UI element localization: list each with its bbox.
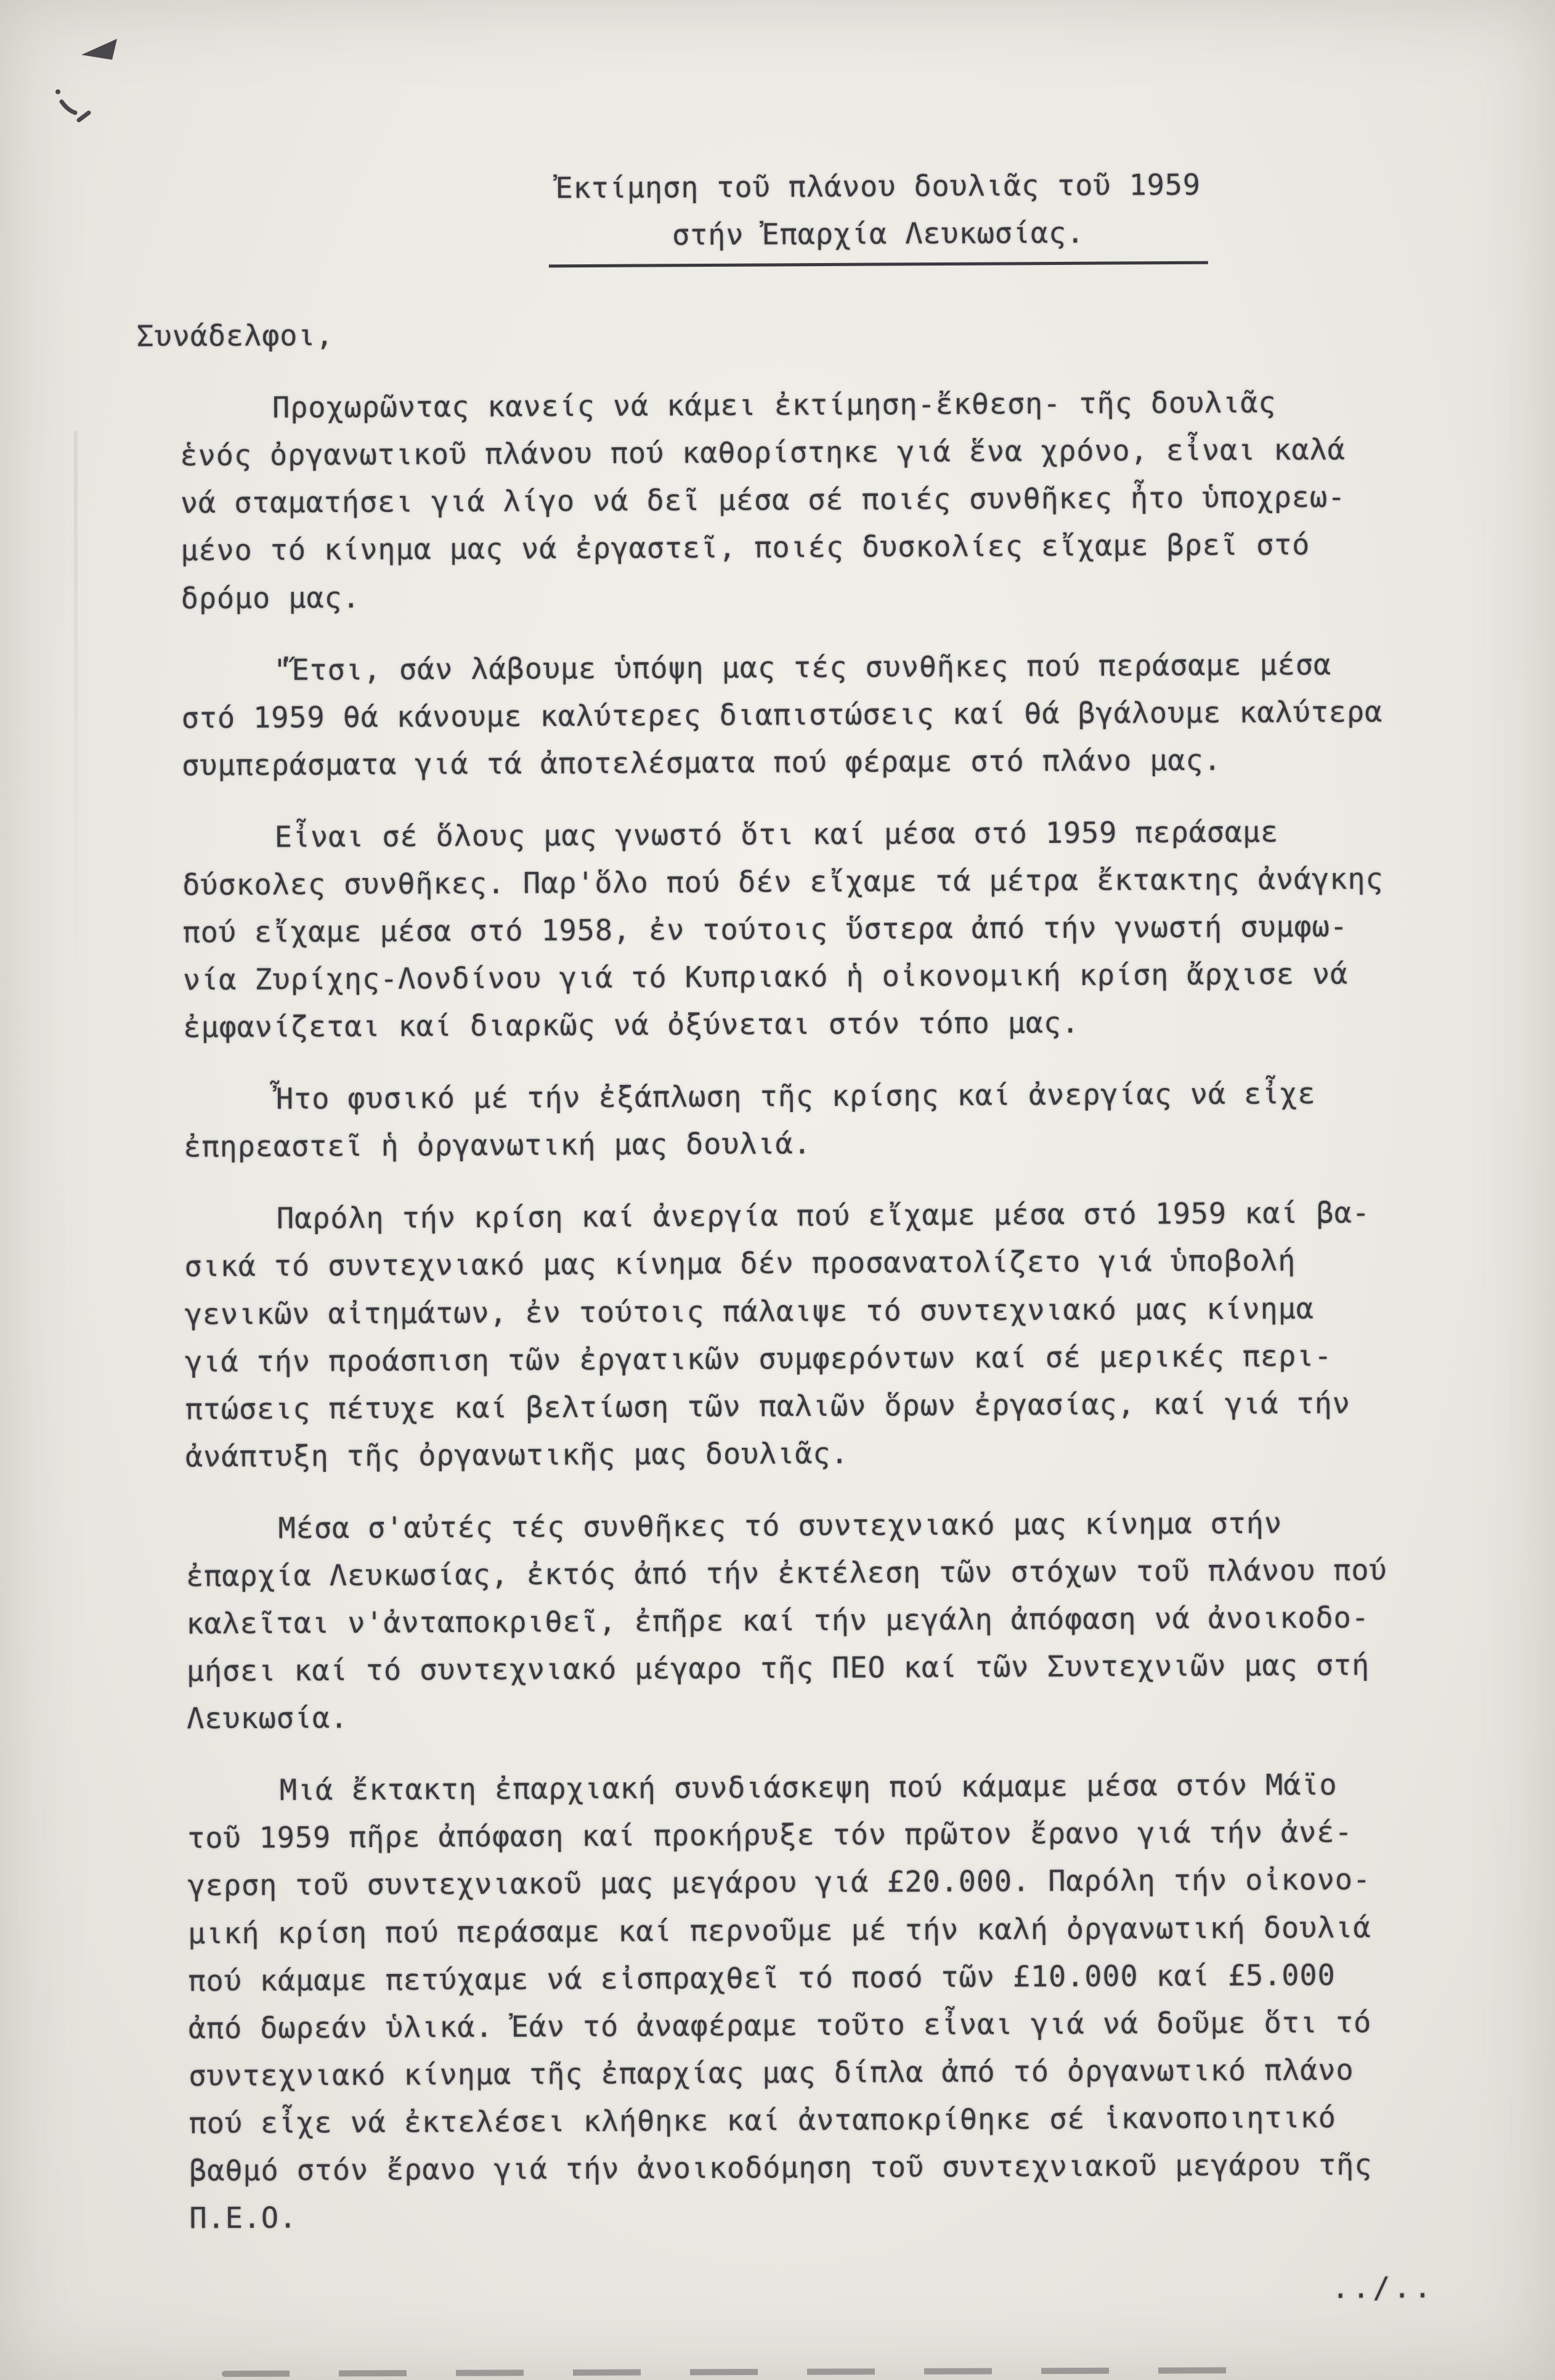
document-paragraph: Παρόλη τήν κρίση καί ἀνεργία πού εἴχαμε μέσα στό 1959 καί βα- σικά τό συντεχνιακό μας κίνημα δέν προσανατολίζετο γιά ὑποβολή γενικῶν αἰτημάτων, ἐν τούτοις πάλαιψε τό συντεχνιακό μας κίνημα γιά τήν προάσπιση τῶν ἐργατικῶν συμφερόντων καί σέ μερικές περι- πτώσεις πέτυχε καί βελτίωση τῶν παλιῶν ὅρων ἐργασίας, καί γιά τήν ἀνάπτυξη τῆς ὀργανωτικῆς μας δουλιᾶς. [184,1196,1370,1474]
handwritten-pen-mark-icon [43,28,148,151]
page-continuation-marker: ../.. [1331,2270,1435,2305]
scan-artifact [74,431,78,986]
document-title [234,160,1522,269]
document-content [136,160,1477,2318]
document-paragraph: Εἶναι σέ ὅλους μας γνωστό ὅτι καί μέσα στό 1959 περάσαμε δύσκολες συνθῆκες. Παρ'ὅλο πού δέν εἴχαμε τά μέτρα ἔκτακτης ἀνάγκης πού εἴχαμε μέσα στό 1958, ἐν τούτοις ὕστερα ἀπό τήν γνωστή συμφω- νία Ζυρίχης-Λονδίνου γιά τό Κυπριακό ἡ οἰκονομική κρίση ἄρχισε νά ἐμφανίζεται καί διαρκῶς νά ὀξύνεται στόν τόπο μας. [182,814,1384,1045]
document-paragraph: Μιά ἔκτακτη ἐπαρχιακή συνδιάσκεψη πού κάμαμε μέσα στόν Μάϊο τοῦ 1959 πῆρε ἀπόφαση καί προκήρυξε τόν πρῶτον ἔρανο γιά τήν ἀνέ- γερση τοῦ συντεχνιακοῦ μας μεγάρου γιά £20.000. Παρόλη τήν οἰκονο- μική κρίση πού περάσαμε καί περνοῦμε μέ τήν καλή ὀργανωτική δουλιά πού κάμαμε πετύχαμε νά εἰσπραχθεῖ τό ποσό τῶν £10.000 καί £5.000 ἀπό δωρεάν ὑλικά. Ἐάν τό ἀναφέραμε τοῦτο εἶναι γιά νά δοῦμε ὅτι τό συντεχνιακό κίνημα τῆς ἐπαρχίας μας δίπλα ἀπό τό ὀργανωτικό πλάνο πού εἶχε νά ἐκτελέσει κλήθηκε καί ἀνταποκρίθηκε σέ ἱκανοποιητικό βαθμό στόν ἔρανο γιά τήν ἀνοικοδόμηση τοῦ συντεχνιακοῦ μεγάρου τῆς Π.Ε.Ο. [187,1768,1373,2236]
document-paragraph: Ἦτο φυσικό μέ τήν ἐξάπλωση τῆς κρίσης καί ἀνεργίας νά εἶχε ἐπηρεαστεῖ ἡ ὀργανωτική μας δουλιά. [184,1077,1316,1164]
document-paragraph: Μέσα σ'αὐτές τές συνθῆκες τό συντεχνιακό μας κίνημα στήν ἐπαρχία Λευκωσίας, ἐκτός ἀπό τήν ἐκτέλεση τῶν στόχων τοῦ πλάνου πού καλεῖται ν'ἀνταποκριθεῖ, ἐπῆρε καί τήν μεγάλη ἀπόφαση νά ἀνοικοδο- μήσει καί τό συντεχνιακό μέγαρο τῆς ΠΕΟ καί τῶν Συντεχνιῶν μας στή Λευκωσία. [185,1506,1387,1736]
document-paragraph: "Ἔτσι, σάν λάβουμε ὑπόψη μας τές συνθῆκες πού περάσαμε μέσα στό 1959 θά κάνουμε καλύτερες διαπιστώσεις καί θά βγάλουμε καλύτερα συμπεράσματα γιά τά ἀποτελέσματα πού φέραμε στό πλάνο μας. [181,648,1383,783]
scan-artifact [222,2367,1269,2377]
title-line-1: Ἐκτίμηση τοῦ πλάνου δουλιᾶς τοῦ 1959 [555,168,1201,206]
document-paragraph: Προχωρῶντας κανείς νά κάμει ἐκτίμηση-ἔκθεση- τῆς δουλιᾶς ἑνός ὀργανωτικοῦ πλάνου πού καθορίστηκε γιά ἕνα χρόνο, εἶναι καλά νά σταματήσει γιά λίγο νά δεῖ μέσα σέ ποιές συνθῆκες ἦτο ὑποχρεω- μένο τό κίνημα μας νά ἐργαστεῖ, ποιές δυσκολίες εἴχαμε βρεῖ στό δρόμο μας. [180,386,1346,616]
title-line-2: στήν Ἐπαρχία Λευκωσίας. [549,209,1208,268]
salutation: Συνάδελφοι, [136,319,334,354]
